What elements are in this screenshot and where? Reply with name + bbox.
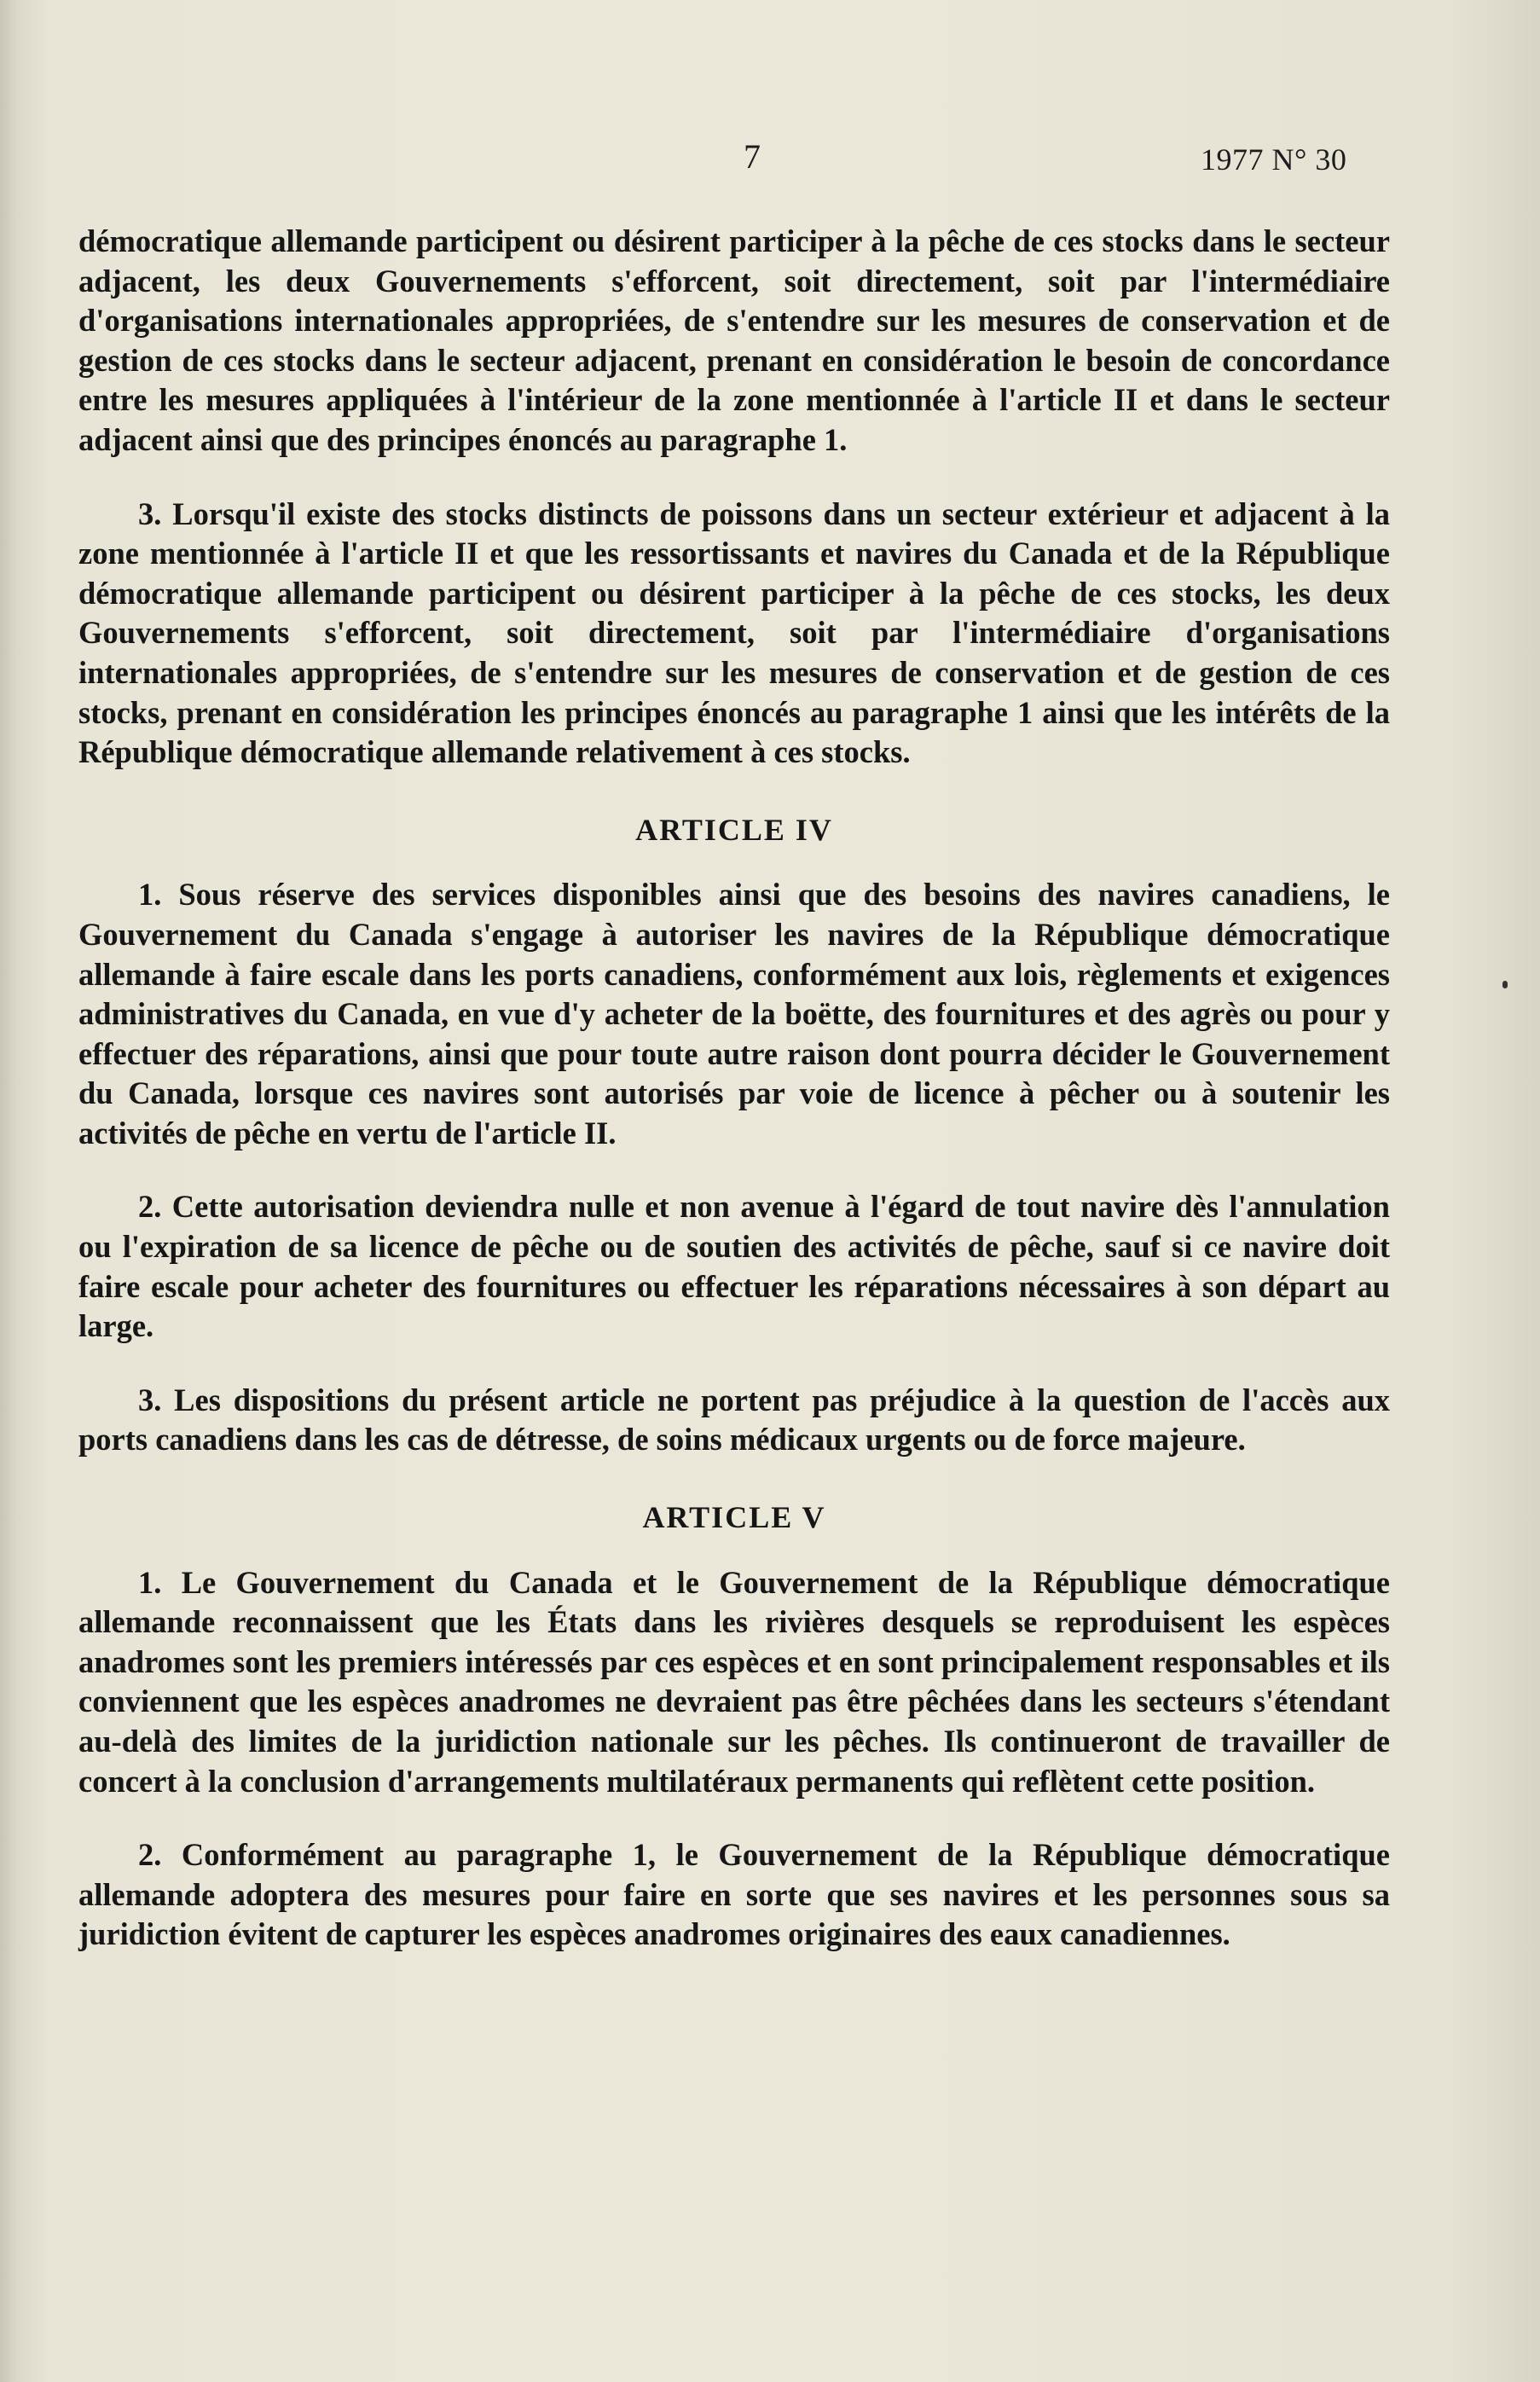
article-iv-paragraph-1: 1. Sous réserve des services disponibles ainsi que des besoins des navires canadiens, le Gouvernement du Canada s'engage à autoriser les navires de la République démocratique allemande à faire escale dans les ports canadiens, conformément aux lois, règlements et exigences administratives du Canada, en vue d'y acheter de la boëtte, des fournitures et des agrès ou pour y effectuer des réparations, ainsi que pour toute autre raison dont pourra décider le Gouvernement du Canada, lorsque ces navires sont autorisés par voie de licence à pêcher ou à soutenir les activités de pêche en vertu de l'article II.	[78, 877, 1390, 1150]
article-iv-paragraph-2: 2. Cette autorisation deviendra nulle et non avenue à l'égard de tout navire dès l'annulation ou l'expiration de sa licence de pêche ou de soutien des activités de pêche, sauf si ce navire doit faire escale pour acheter des fournitures ou effectuer les réparations nécessaires à son départ au large.	[78, 1189, 1390, 1344]
document-body	[78, 222, 1390, 1989]
document-reference: 1977 N° 30	[1201, 142, 1347, 177]
page-number: 7	[744, 137, 761, 176]
article-iv-paragraph-3: 3. Les dispositions du présent article ne portent pas préjudice à la question de l'accès aux ports canadiens dans les cas de détresse, de soins médicaux urgents ou de force majeure.	[78, 1382, 1390, 1458]
ink-speck	[1502, 981, 1508, 988]
article-v-paragraph-1: 1. Le Gouvernement du Canada et le Gouvernement de la République démocratique allemande reconnaissent que les États dans les rivières desquels se reproduisent les espèces anadromes sont les premiers intéressés par ces espèces et en sont principalement responsables et ils conviennent que les espèces anadromes ne devraient pas être pêchées dans les secteurs s'étendant au-delà des limites de la juridiction nationale sur les pêches. Ils continueront de travailler de concert à la conclusion d'arrangements multilatéraux permanents qui reflètent cette position.	[78, 1564, 1390, 1799]
article-v-paragraph-2: 2. Conformément au paragraphe 1, le Gouvernement de la République démocratique allemande adoptera des mesures pour faire en sorte que ses navires et les personnes sous sa juridiction évitent de capturer les espèces anadromes originaires des eaux canadiennes.	[78, 1837, 1390, 1952]
page-header	[0, 136, 1540, 188]
article-v-heading: ARTICLE V	[642, 1500, 826, 1535]
paragraph-3: 3. Lorsqu'il existe des stocks distincts de poissons dans un secteur extérieur et adjacent à la zone mentionnée à l'article II et que les ressortissants et navires du Canada et de la République démocratique allemande participent ou désirent participer à la pêche de ces stocks, les deux Gouvernements s'efforcent, soit directement, soit par l'intermédiaire d'organisations internationales appropriées, de s'entendre sur les mesures de conservation et de gestion de ces stocks, prenant en considération les principes énoncés au paragraphe 1 ainsi que les intérêts de la République démocratique allemande relativement à ces stocks.	[78, 496, 1390, 770]
article-iv-heading: ARTICLE IV	[635, 812, 833, 847]
paragraph-intro: démocratique allemande participent ou désirent participer à la pêche de ces stocks dans le secteur adjacent, les deux Gouvernements s'efforcent, soit directement, soit par l'intermédiaire d'organisations internationales appropriées, de s'entendre sur les mesures de conservation et de gestion de ces stocks dans le secteur adjacent, prenant en considération le besoin de concordance entre les mesures appliquées à l'intérieur de la zone mentionnée à l'article II et dans le secteur adjacent ainsi que des principes énoncés au paragraphe 1.	[78, 223, 1390, 457]
